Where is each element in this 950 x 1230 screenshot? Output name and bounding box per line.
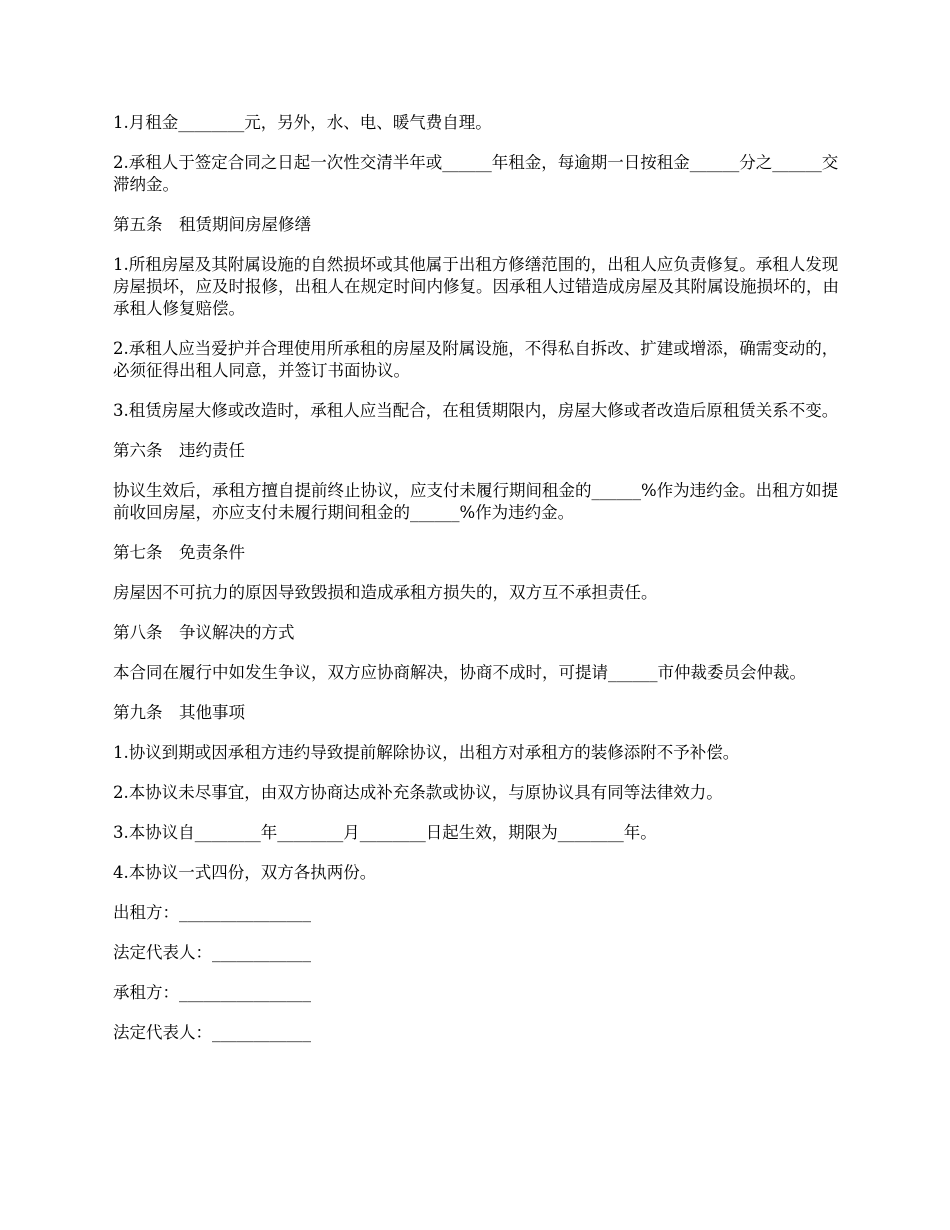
lessor-signature-line: 出租方：________________: [113, 903, 311, 922]
article-6-heading: 第六条 违约责任: [113, 441, 245, 460]
rent-amount-clause: 1.月租金________元，另外，水、电、暖气费自理。: [113, 113, 492, 132]
repair-clause-3: 3.租赁房屋大修或改造时，承租人应当配合，在租赁期限内，房屋大修或者改造后原租赁关系不变。: [113, 401, 839, 420]
repair-clause-1: 1.所租房屋及其附属设施的自然损坏或其他属于出租方修缮范围的，出租人应负责修复。承租人发现房屋损坏，应及时报修，出租人在规定时间内修复。因承租人过错造成房屋及其附属设施损坏的，由承租人修复赔偿。: [113, 255, 839, 318]
article-7-heading: 第七条 免责条件: [113, 543, 245, 562]
article-9-heading: 第九条 其他事项: [113, 703, 245, 722]
other-clause-3: 3.本协议自________年________月________日起生效，期限为________年。: [113, 823, 657, 842]
repair-clause-2: 2.承租人应当爱护并合理使用所承租的房屋及附属设施，不得私自拆改、扩建或增添，确需变动的，必须征得出租人同意，并签订书面协议。: [113, 339, 839, 380]
other-clause-1: 1.协议到期或因承租方违约导致提前解除协议，出租方对承租方的装修添附不予补偿。: [113, 743, 740, 762]
dispute-clause: 本合同在履行中如发生争议，双方应协商解决，协商不成时，可提请______市仲裁委员会仲裁。: [113, 663, 806, 682]
rent-payment-clause: 2.承租人于签定合同之日起一次性交清半年或______年租金，每逾期一日按租金______分之______交滞纳金。: [113, 153, 839, 194]
article-5-heading: 第五条 租赁期间房屋修缮: [113, 215, 311, 234]
lessee-representative-line: 法定代表人：____________: [113, 1023, 311, 1042]
contract-document-page: [113, 112, 843, 1062]
lessor-representative-line: 法定代表人：____________: [113, 943, 311, 962]
breach-clause: 协议生效后，承租方擅自提前终止协议，应支付未履行期间租金的______%作为违约金。出租方如提前收回房屋，亦应支付未履行期间租金的______%作为违约金。: [113, 481, 839, 522]
lessee-signature-line: 承租方：________________: [113, 983, 311, 1002]
other-clause-4: 4.本协议一式四份，双方各执两份。: [113, 863, 377, 882]
force-majeure-clause: 房屋因不可抗力的原因导致毁损和造成承租方损失的，双方互不承担责任。: [113, 583, 658, 602]
article-8-heading: 第八条 争议解决的方式: [113, 623, 295, 642]
other-clause-2: 2.本协议未尽事宜，由双方协商达成补充条款或协议，与原协议具有同等法律效力。: [113, 783, 723, 802]
